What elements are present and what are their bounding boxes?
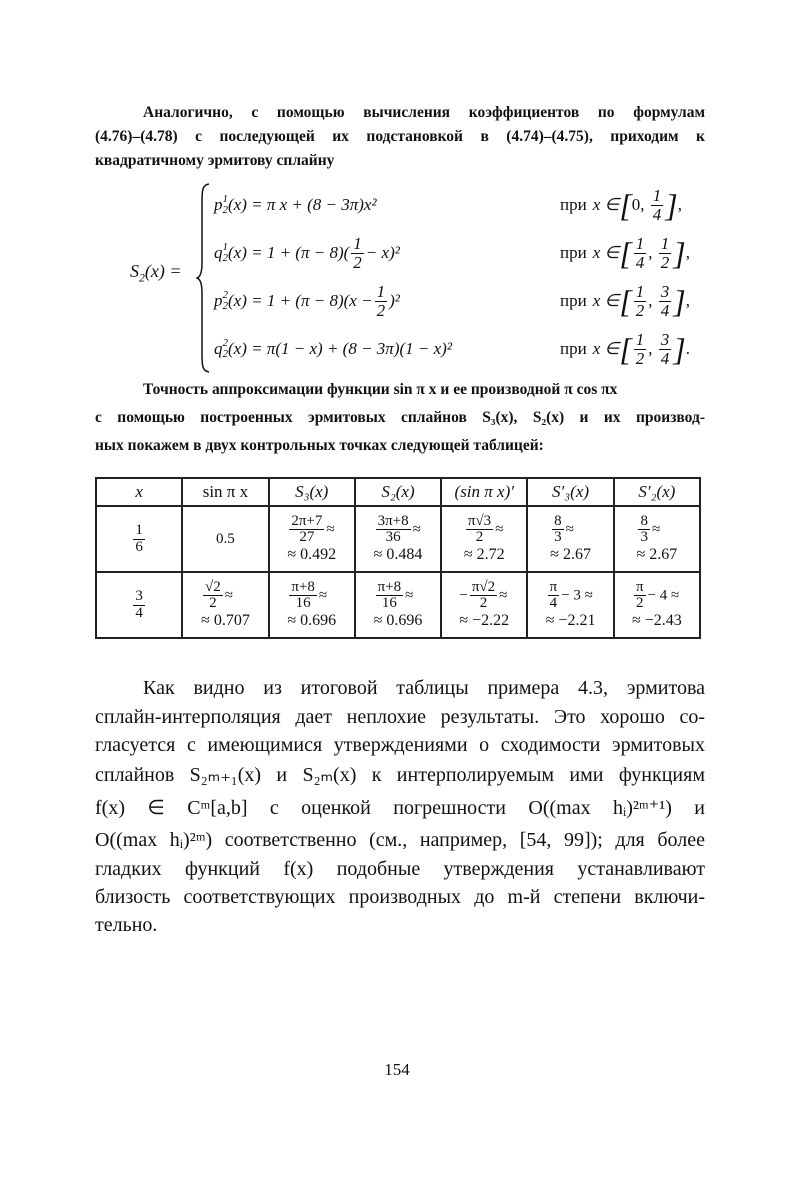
cell-approx: ≈ 2.72 [463, 546, 505, 564]
column-header: S₃(x) [269, 478, 355, 506]
fraction [376, 580, 404, 613]
denominator: 16 [295, 595, 311, 612]
cell-approx: ≈ 0.484 [373, 546, 423, 564]
expression: (x) = π x + (8 − 3π)x² [228, 194, 377, 214]
numerator: π√2 [471, 578, 496, 595]
column-header: S′₃(x) [527, 478, 613, 506]
numerator: π [549, 578, 558, 595]
cell-suffix: ≈ [405, 587, 414, 604]
cell-suffix: ≈ [499, 587, 508, 604]
fraction [634, 235, 647, 272]
fraction [634, 331, 647, 368]
cell-suffix: − 4 ≈ [647, 587, 680, 604]
case-condition [560, 231, 690, 275]
column-header: S′₂(x) [614, 478, 700, 506]
cell-value: 0.5 [216, 530, 235, 547]
numerator: π [635, 578, 644, 595]
cell-content [201, 580, 250, 631]
lhs-subscript: 2 [139, 271, 145, 285]
formula-case [214, 183, 682, 227]
paragraph-line: Точность аппроксимации функции sin π x и ее производной π cos πx [143, 381, 618, 398]
numerator: 2π+7 [291, 512, 323, 529]
table-cell-x [96, 572, 182, 638]
numerator: 1 [353, 233, 362, 253]
cell-expression [636, 514, 677, 547]
numerator: 1 [635, 281, 645, 301]
cell-expression [287, 514, 336, 547]
fraction [351, 235, 364, 272]
formula-case [214, 327, 690, 371]
function-symbol: q [214, 242, 223, 262]
numerator: 1 [135, 521, 143, 538]
case-condition [560, 183, 682, 227]
denominator: 36 [385, 529, 401, 546]
denominator: 4 [652, 204, 662, 224]
table-cell [527, 572, 613, 638]
table-cell [182, 506, 268, 572]
fraction [548, 580, 560, 613]
fraction [659, 283, 672, 320]
cell-suffix: ≈ [565, 521, 574, 538]
formula-lhs [130, 261, 181, 286]
numerator: π+8 [291, 578, 315, 595]
table-cell-x [96, 506, 182, 572]
cell-approx: ≈ −2.22 [459, 612, 510, 630]
cell-expression [459, 580, 509, 613]
cell-suffix: ≈ [651, 521, 661, 538]
case-condition [560, 327, 690, 371]
cell-expression [374, 580, 423, 613]
denominator: 3 [554, 529, 562, 546]
fraction [638, 514, 650, 547]
lhs-rest: (x) = [144, 261, 182, 281]
subscript: 2 [222, 204, 228, 216]
punctuation: , [685, 242, 690, 262]
paragraph-line: квадратичному эрмитову сплайну [95, 152, 335, 169]
brace-icon [196, 183, 210, 373]
cell-content [632, 580, 682, 631]
cell-suffix: ≈ [412, 521, 421, 538]
numerator: π√3 [467, 512, 492, 529]
paragraph-line: тельно. [95, 914, 158, 936]
numerator: 1 [652, 185, 662, 205]
bracket-symbol: ] [673, 235, 686, 271]
table-cell [527, 506, 613, 572]
cell-content [287, 580, 336, 631]
superscript: 2 [222, 337, 228, 349]
punctuation: , [677, 194, 682, 214]
cell-content [550, 514, 591, 565]
comma: , [648, 242, 657, 262]
page-number: 154 [384, 1060, 410, 1079]
element-of-symbol: x ∈ [592, 290, 620, 310]
formula-case [214, 279, 690, 323]
numerator: 1 [635, 233, 645, 253]
fraction [552, 514, 564, 547]
paragraph-line: Как видно из итоговой таблицы примера 4.3, эрмитова [143, 677, 705, 699]
fraction [634, 580, 646, 613]
numerator: 3 [135, 587, 143, 604]
function-symbol: q [214, 338, 223, 358]
numerator: 8 [554, 512, 562, 529]
comma: , [648, 290, 657, 310]
cell-content [287, 514, 336, 565]
cell-approx: ≈ 0.707 [201, 612, 250, 630]
bracket-symbol: [ [619, 331, 632, 367]
superscript: 1 [222, 241, 228, 253]
function-symbol: p [214, 290, 223, 310]
denominator: 2 [353, 252, 362, 272]
denominator: 2 [660, 252, 670, 272]
cell-content [464, 514, 505, 565]
cell-approx: ≈ −2.43 [631, 612, 682, 630]
bracket-symbol: ] [673, 331, 686, 367]
denominator: 2 [635, 300, 645, 320]
lhs-symbol: S [130, 261, 139, 281]
fraction [376, 514, 411, 547]
condition-label: при [560, 290, 587, 310]
column-header: S₂(x) [355, 478, 441, 506]
fraction [470, 580, 497, 613]
paragraph-line: близость соответствующих производных до m-й степени включи- [95, 886, 705, 908]
comma: , [640, 194, 649, 214]
expression: (x) = π(1 − x) + (8 − 3π)(1 − x)² [228, 338, 452, 358]
fraction [659, 235, 672, 272]
cell-approx: ≈ 0.696 [373, 612, 423, 630]
table-cell [269, 506, 355, 572]
paragraph-line: Аналогично, с помощью вычисления коэффициентов по формулам [143, 104, 705, 121]
table-cell [355, 506, 441, 572]
table-cell [441, 572, 527, 638]
denominator: 2 [475, 529, 484, 546]
fraction [203, 580, 223, 613]
condition-label: при [560, 242, 587, 262]
table-cell [269, 572, 355, 638]
condition-label: при [560, 194, 587, 214]
denominator: 4 [660, 300, 670, 320]
cell-content [459, 580, 509, 631]
cell-expression [374, 514, 423, 547]
numerator: 3 [660, 329, 670, 349]
bracket-symbol: ] [665, 187, 678, 223]
bracket-symbol: ] [673, 283, 686, 319]
bracket-symbol: [ [619, 283, 632, 319]
cell-expression [201, 580, 250, 613]
denominator: 27 [299, 529, 315, 546]
cell-suffix: ≈ [326, 521, 335, 538]
fraction [133, 523, 145, 556]
cell-approx: ≈ −2.21 [545, 612, 596, 630]
spline-formula [130, 183, 730, 375]
fraction [375, 283, 388, 320]
numerator: 3 [660, 281, 670, 301]
cell-expression [287, 580, 336, 613]
cell-content [374, 580, 423, 631]
cell-content [546, 580, 596, 631]
subscript: 2 [222, 252, 228, 264]
fraction [133, 589, 145, 622]
expression: (x) = 1 + (π − 8)(x − [228, 290, 373, 310]
paragraph-line: гласуется с имеющимися утверждениями о сходимости эрмитовых [95, 734, 705, 756]
cell-approx: ≈ 2.67 [636, 546, 678, 564]
denominator: 3 [640, 529, 648, 546]
denominator: 4 [635, 252, 645, 272]
denominator: 2 [479, 595, 488, 612]
cell-approx: ≈ 0.492 [287, 546, 337, 564]
case-condition [560, 279, 690, 323]
table-cell [614, 506, 700, 572]
sign: − [459, 587, 468, 604]
table-cell [355, 572, 441, 638]
table-cell [182, 572, 268, 638]
fraction [289, 514, 324, 547]
denominator: 2 [635, 595, 644, 612]
denominator: 2 [209, 595, 217, 612]
expression: (x) = 1 + (π − 8)( [228, 242, 350, 262]
table-row [96, 506, 700, 572]
cell-content [636, 514, 677, 565]
accuracy-table [95, 477, 701, 639]
paragraph-line: гладких функций f(x) подобные утверждения устанавливают [95, 858, 705, 880]
formula-case [214, 231, 690, 275]
superscript: 1 [222, 193, 228, 205]
table-cell [614, 572, 700, 638]
denominator: 6 [135, 538, 143, 555]
numerator: π+8 [377, 578, 402, 595]
cell-suffix: ≈ [318, 587, 328, 604]
denominator: 4 [660, 348, 670, 368]
numerator: √2 [205, 578, 221, 595]
paragraph-line: ных покажем в двух контрольных точках следующей таблицей: [95, 437, 544, 454]
paragraph-line: сплайнов S₂ₘ₊₁(x) и S₂ₘ(x) к интерполируемым ими функциям [95, 764, 705, 786]
paragraph-line: сплайн-интерполяция дает неплохие результаты. Это хорошо со- [95, 706, 705, 728]
interval-start: 0 [631, 194, 641, 214]
condition-label: при [560, 338, 587, 358]
denominator: 2 [635, 348, 645, 368]
element-of-symbol: x ∈ [592, 242, 620, 262]
comma: , [648, 338, 657, 358]
denominator: 4 [549, 595, 558, 612]
cell-expression [464, 514, 505, 547]
bracket-symbol: [ [619, 235, 632, 271]
denominator: 2 [376, 300, 386, 320]
function-symbol: p [214, 194, 223, 214]
cell-expression [632, 580, 682, 613]
expression: − x)² [365, 242, 400, 262]
cell-suffix: ≈ [224, 587, 233, 604]
denominator: 4 [135, 604, 143, 621]
table-row [96, 572, 700, 638]
fraction [289, 580, 317, 613]
numerator: 1 [376, 281, 386, 301]
numerator: 1 [635, 329, 645, 349]
paragraph-line: f(x) ∈ Cᵐ[a,b] с оценкой погрешности O((max hᵢ)²ᵐ⁺¹) и [95, 797, 705, 819]
cell-suffix: ≈ [495, 521, 504, 538]
fraction [634, 283, 647, 320]
punctuation: . [685, 338, 690, 358]
numerator: 8 [640, 512, 648, 529]
paragraph-line: (4.76)–(4.78) с последующей их подстановкой в (4.74)–(4.75), приходим к [95, 128, 705, 145]
numerator: 3π+8 [377, 512, 409, 529]
bracket-symbol: [ [619, 187, 632, 223]
subscript: 2 [222, 348, 228, 360]
column-header: x [96, 478, 182, 506]
cell-expression [546, 580, 596, 613]
fraction [651, 187, 664, 224]
numerator: 1 [660, 233, 670, 253]
paragraph-line: O((max hᵢ)²ᵐ) соответственно (см., например, [54, 99]); для более [95, 829, 705, 851]
cell-approx: ≈ 0.696 [287, 612, 337, 630]
expression: )² [389, 290, 400, 310]
superscript: 2 [222, 289, 228, 301]
column-header: sin π x [182, 478, 268, 506]
fraction [659, 331, 672, 368]
punctuation: , [685, 290, 690, 310]
denominator: 16 [381, 595, 397, 612]
fraction [466, 514, 493, 547]
table-cell [441, 506, 527, 572]
table-header-row [96, 478, 700, 506]
cell-content [374, 514, 423, 565]
column-header: (sin π x)′ [441, 478, 527, 506]
paragraph-line: с помощью построенных эрмитовых сплайнов S₃(x), S₂(x) и их производ- [95, 409, 705, 426]
element-of-symbol: x ∈ [592, 338, 620, 358]
cell-suffix: − 3 ≈ [561, 587, 593, 604]
element-of-symbol: x ∈ [592, 194, 620, 214]
table-body [96, 506, 700, 638]
subscript: 2 [222, 300, 228, 312]
cell-approx: ≈ 2.67 [550, 546, 591, 564]
cell-expression [550, 514, 591, 547]
